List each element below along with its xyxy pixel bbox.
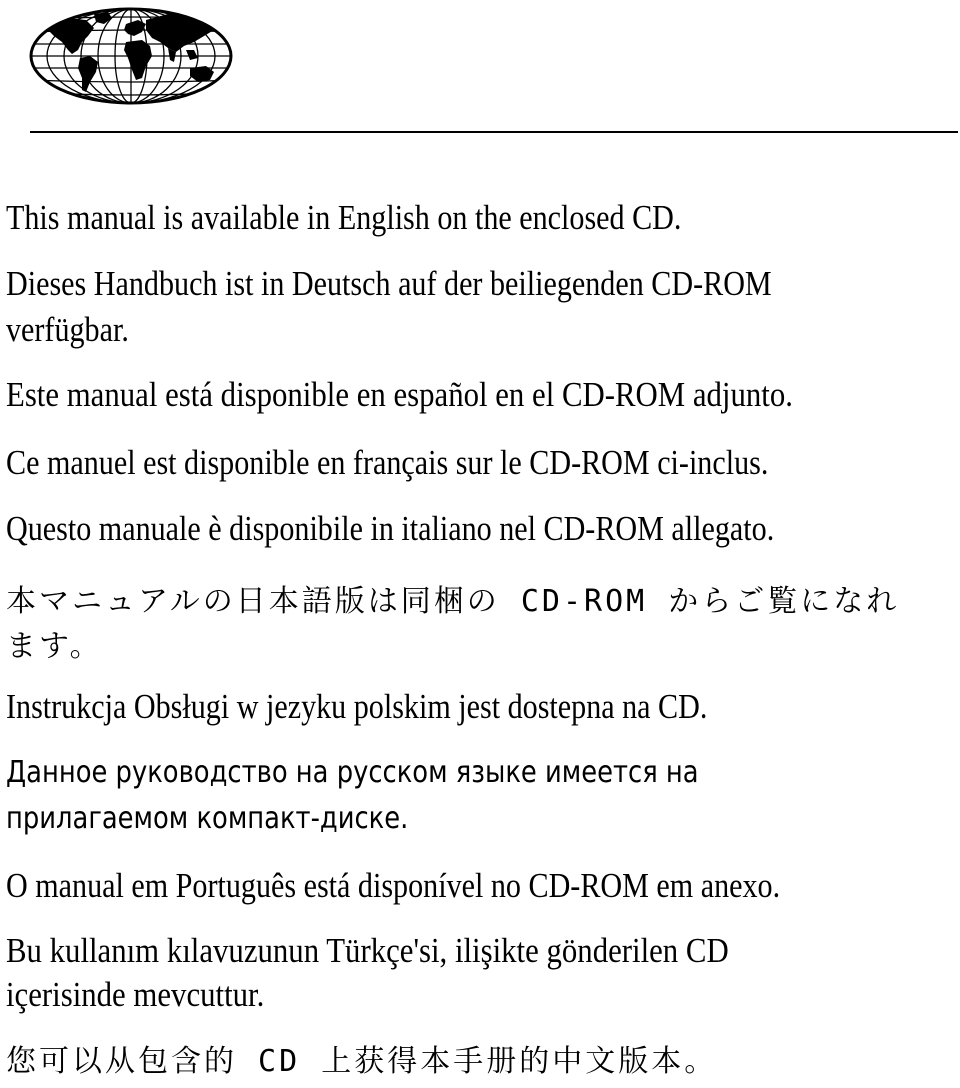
russian-line-1: Данное руководство на русском языке имеется на: [6, 755, 699, 790]
german-line-2: verfügbar.: [6, 310, 129, 349]
chinese-line: 您可以从包含的 CD 上获得本手册的中文版本。: [6, 1044, 718, 1079]
french-line: Ce manuel est disponible en français sur le CD-ROM ci-inclus.: [6, 443, 769, 482]
english-line: This manual is available in English on the enclosed CD.: [6, 198, 682, 237]
globe-logo: [28, 6, 234, 106]
japanese-line-2: ます。: [6, 629, 103, 664]
portuguese-line: O manual em Português está disponível no CD-ROM em anexo.: [6, 866, 781, 905]
spanish-line: Este manual está disponible en español en el CD-ROM adjunto.: [6, 375, 793, 414]
japanese-line-1: 本マニュアルの日本語版は同梱の CD-ROM からご覧になれ: [6, 584, 900, 619]
russian-line-2: прилагаемом компакт-диске.: [6, 801, 409, 836]
italian-line: Questo manuale è disponibile in italiano nel CD-ROM allegato.: [6, 509, 775, 548]
turkish-line-1: Bu kullanım kılavuzunun Türkçe'si, ilişikte gönderilen CD: [6, 931, 729, 970]
header-rule: [30, 131, 958, 133]
german-line-1: Dieses Handbuch ist in Deutsch auf der beiliegenden CD-ROM: [6, 264, 772, 303]
polish-line: Instrukcja Obsługi w jezyku polskim jest dostepna na CD.: [6, 687, 708, 726]
turkish-line-2: içerisinde mevcuttur.: [6, 975, 265, 1014]
